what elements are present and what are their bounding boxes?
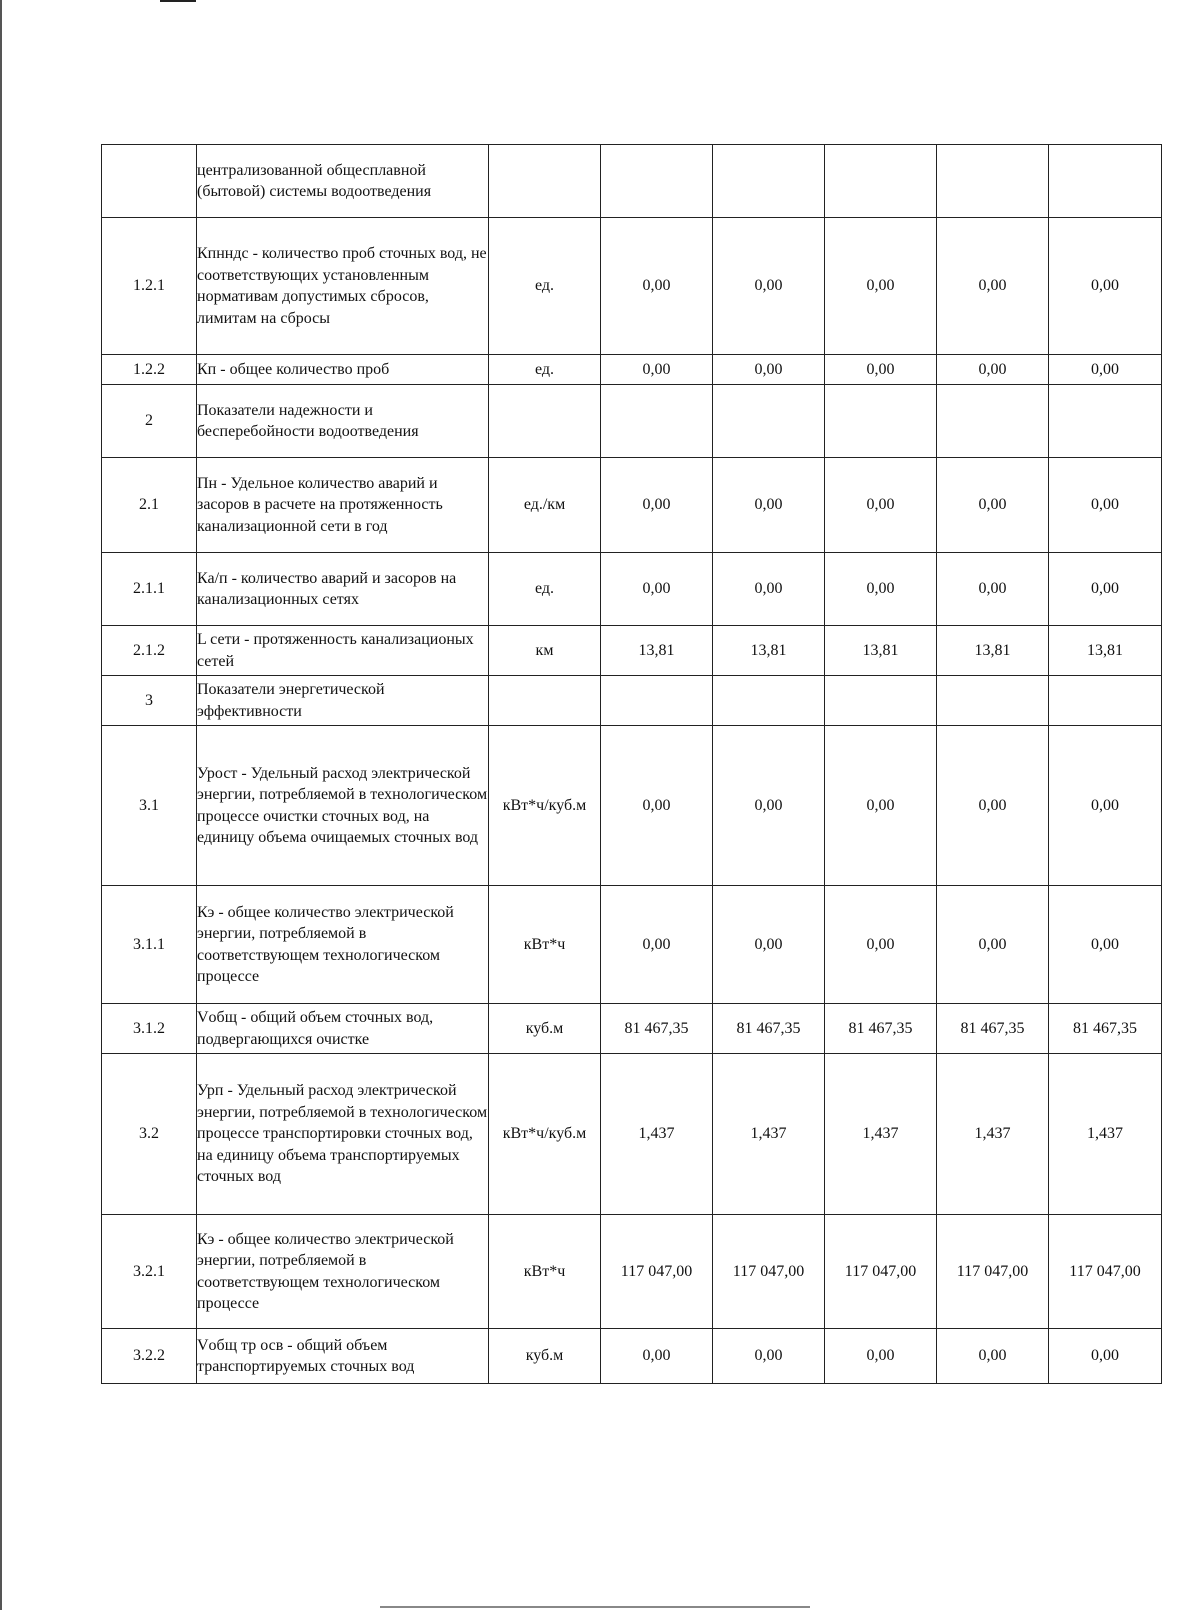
unit-cell xyxy=(489,145,601,218)
indicator-name: Vобщ - общий объем сточных вод, подвергающихся очистке xyxy=(197,1004,489,1054)
unit-cell: кВт*ч xyxy=(489,886,601,1004)
unit-cell: кВт*ч/куб.м xyxy=(489,726,601,886)
table-row xyxy=(102,218,1162,355)
value-cell: 0,00 xyxy=(825,1329,937,1384)
value-cell: 81 467,35 xyxy=(825,1004,937,1054)
row-number: 3.1.1 xyxy=(102,886,197,1004)
row-number: 1.2.1 xyxy=(102,218,197,355)
table-row xyxy=(102,1054,1162,1215)
value-cell: 0,00 xyxy=(825,355,937,385)
indicators-table xyxy=(101,144,1162,1384)
table-row xyxy=(102,726,1162,886)
row-number: 3.2.1 xyxy=(102,1215,197,1329)
value-cell xyxy=(825,145,937,218)
value-cell: 0,00 xyxy=(937,553,1049,626)
row-number: 3.1.2 xyxy=(102,1004,197,1054)
value-cell xyxy=(1049,676,1162,726)
value-cell: 0,00 xyxy=(937,458,1049,553)
value-cell: 1,437 xyxy=(601,1054,713,1215)
unit-cell xyxy=(489,385,601,458)
value-cell: 0,00 xyxy=(937,218,1049,355)
value-cell: 0,00 xyxy=(713,553,825,626)
value-cell: 0,00 xyxy=(825,458,937,553)
value-cell: 1,437 xyxy=(713,1054,825,1215)
value-cell: 13,81 xyxy=(825,626,937,676)
value-cell: 0,00 xyxy=(1049,553,1162,626)
unit-cell: кВт*ч xyxy=(489,1215,601,1329)
unit-cell: ед. xyxy=(489,218,601,355)
unit-cell: куб.м xyxy=(489,1004,601,1054)
table-row xyxy=(102,676,1162,726)
row-number: 2 xyxy=(102,385,197,458)
row-number: 3 xyxy=(102,676,197,726)
value-cell: 0,00 xyxy=(713,458,825,553)
table-row xyxy=(102,355,1162,385)
value-cell: 0,00 xyxy=(937,1329,1049,1384)
value-cell: 0,00 xyxy=(1049,886,1162,1004)
value-cell: 0,00 xyxy=(825,218,937,355)
value-cell xyxy=(713,385,825,458)
row-number: 3.2 xyxy=(102,1054,197,1215)
table-row xyxy=(102,1215,1162,1329)
value-cell xyxy=(825,676,937,726)
value-cell: 0,00 xyxy=(937,355,1049,385)
value-cell xyxy=(1049,385,1162,458)
value-cell: 0,00 xyxy=(713,1329,825,1384)
value-cell xyxy=(713,676,825,726)
table-row xyxy=(102,886,1162,1004)
value-cell: 0,00 xyxy=(601,355,713,385)
indicator-name: Пн - Удельное количество аварий и засоров в расчете на протяженность канализационной сети в год xyxy=(197,458,489,553)
indicator-name: Урп - Удельный расход электрической энергии, потребляемой в технологическом процессе транспортировки сточных вод, на единицу объема транспортируемых сточных вод xyxy=(197,1054,489,1215)
value-cell xyxy=(937,385,1049,458)
value-cell: 0,00 xyxy=(601,1329,713,1384)
value-cell: 117 047,00 xyxy=(1049,1215,1162,1329)
value-cell xyxy=(937,676,1049,726)
value-cell xyxy=(825,385,937,458)
row-number: 2.1 xyxy=(102,458,197,553)
value-cell: 0,00 xyxy=(601,458,713,553)
value-cell: 117 047,00 xyxy=(937,1215,1049,1329)
value-cell: 0,00 xyxy=(601,553,713,626)
value-cell xyxy=(601,385,713,458)
indicator-name: Кэ - общее количество электрической энергии, потребляемой в соответствующем технологическом процессе xyxy=(197,1215,489,1329)
unit-cell: куб.м xyxy=(489,1329,601,1384)
value-cell: 117 047,00 xyxy=(713,1215,825,1329)
value-cell: 0,00 xyxy=(713,355,825,385)
value-cell: 81 467,35 xyxy=(1049,1004,1162,1054)
row-number: 3.2.2 xyxy=(102,1329,197,1384)
indicator-name: Показатели надежности и бесперебойности водоотведения xyxy=(197,385,489,458)
value-cell: 0,00 xyxy=(1049,218,1162,355)
value-cell xyxy=(713,145,825,218)
value-cell: 13,81 xyxy=(713,626,825,676)
value-cell: 0,00 xyxy=(825,726,937,886)
table-row xyxy=(102,145,1162,218)
table-row xyxy=(102,1004,1162,1054)
scan-edge-left xyxy=(0,0,2,1610)
value-cell: 13,81 xyxy=(937,626,1049,676)
value-cell xyxy=(601,676,713,726)
value-cell xyxy=(601,145,713,218)
indicator-name: Урост - Удельный расход электрической энергии, потребляемой в технологическом процессе очистки сточных вод, на единицу объема очищаемых сточных вод xyxy=(197,726,489,886)
unit-cell xyxy=(489,676,601,726)
value-cell: 0,00 xyxy=(1049,726,1162,886)
value-cell: 0,00 xyxy=(713,218,825,355)
unit-cell: ед. xyxy=(489,553,601,626)
value-cell xyxy=(937,145,1049,218)
unit-cell: кВт*ч/куб.м xyxy=(489,1054,601,1215)
value-cell: 0,00 xyxy=(1049,1329,1162,1384)
value-cell: 0,00 xyxy=(1049,458,1162,553)
table-row xyxy=(102,458,1162,553)
unit-cell: ед./км xyxy=(489,458,601,553)
indicator-name: Показатели энергетической эффективности xyxy=(197,676,489,726)
value-cell xyxy=(1049,145,1162,218)
value-cell: 0,00 xyxy=(601,218,713,355)
value-cell: 0,00 xyxy=(713,886,825,1004)
table-row xyxy=(102,1329,1162,1384)
indicator-name: Кпнндс - количество проб сточных вод, не соответствующих установленным нормативам допустимых сбросов, лимитам на сбросы xyxy=(197,218,489,355)
value-cell: 1,437 xyxy=(937,1054,1049,1215)
indicator-name: L сети - протяженность канализационых сетей xyxy=(197,626,489,676)
indicator-name: Кп - общее количество проб xyxy=(197,355,489,385)
value-cell: 13,81 xyxy=(601,626,713,676)
value-cell: 0,00 xyxy=(825,886,937,1004)
value-cell: 81 467,35 xyxy=(937,1004,1049,1054)
indicator-name: Vобщ тр осв - общий объем транспортируемых сточных вод xyxy=(197,1329,489,1384)
value-cell: 81 467,35 xyxy=(713,1004,825,1054)
row-number xyxy=(102,145,197,218)
value-cell: 0,00 xyxy=(713,726,825,886)
indicator-name: Кэ - общее количество электрической энергии, потребляемой в соответствующем технологическом процессе xyxy=(197,886,489,1004)
value-cell: 0,00 xyxy=(601,886,713,1004)
unit-cell: ед. xyxy=(489,355,601,385)
value-cell: 0,00 xyxy=(937,886,1049,1004)
value-cell: 117 047,00 xyxy=(825,1215,937,1329)
table-row xyxy=(102,626,1162,676)
value-cell: 13,81 xyxy=(1049,626,1162,676)
value-cell: 0,00 xyxy=(937,726,1049,886)
table-row xyxy=(102,385,1162,458)
value-cell: 0,00 xyxy=(1049,355,1162,385)
scan-mark-bottom xyxy=(380,1606,810,1608)
unit-cell: км xyxy=(489,626,601,676)
row-number: 3.1 xyxy=(102,726,197,886)
indicator-name: централизованной общесплавной (бытовой) системы водоотведения xyxy=(197,145,489,218)
value-cell: 1,437 xyxy=(825,1054,937,1215)
value-cell: 81 467,35 xyxy=(601,1004,713,1054)
row-number: 2.1.1 xyxy=(102,553,197,626)
row-number: 2.1.2 xyxy=(102,626,197,676)
table-row xyxy=(102,553,1162,626)
scan-mark-top xyxy=(160,0,196,2)
value-cell: 1,437 xyxy=(1049,1054,1162,1215)
indicator-name: Ка/п - количество аварий и засоров на канализационных сетях xyxy=(197,553,489,626)
value-cell: 117 047,00 xyxy=(601,1215,713,1329)
row-number: 1.2.2 xyxy=(102,355,197,385)
value-cell: 0,00 xyxy=(601,726,713,886)
value-cell: 0,00 xyxy=(825,553,937,626)
